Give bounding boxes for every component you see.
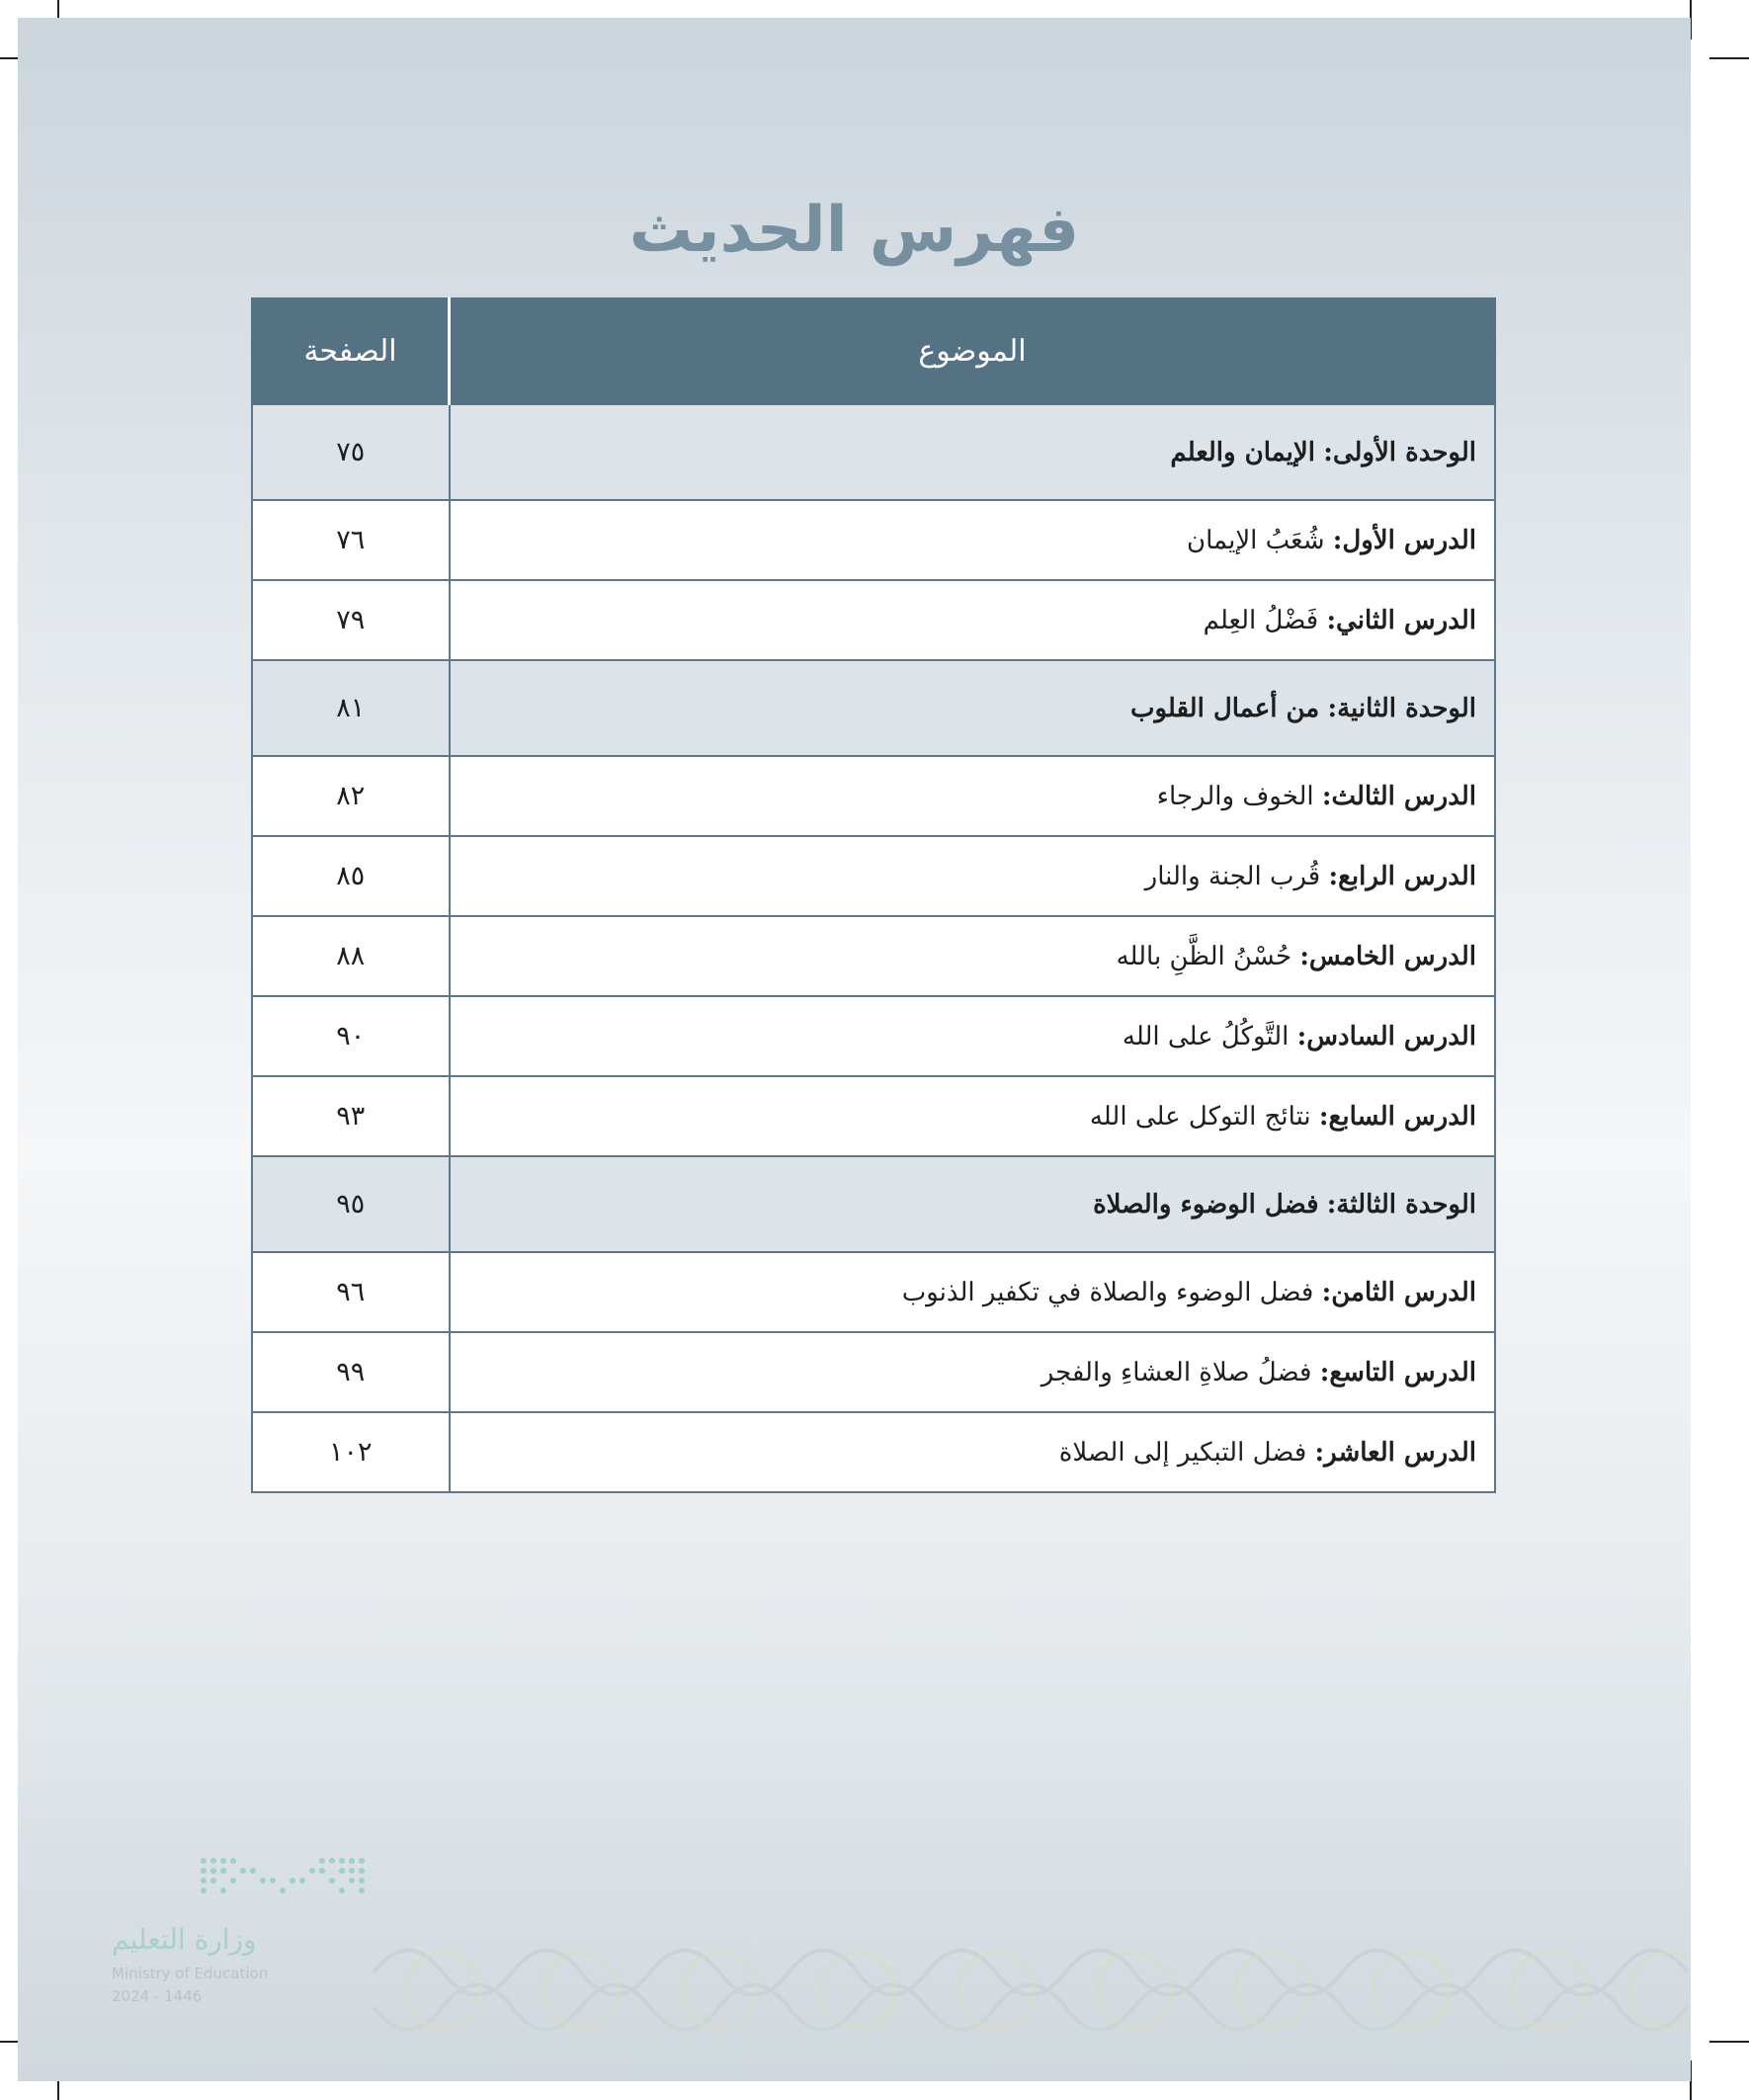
entry-label: الوحدة الثانية:	[1327, 693, 1476, 723]
topic-cell	[450, 1412, 1496, 1492]
entry-label: الوحدة الثالثة:	[1326, 1189, 1476, 1219]
crop-mark	[1709, 2041, 1749, 2043]
lesson-row	[252, 996, 1495, 1076]
entry-topic: فضلُ صلاةِ العشاءِ والفجر	[1041, 1357, 1312, 1387]
page-number: ٩٩	[252, 1332, 450, 1412]
entry-topic: قُرب الجنة والنار	[1144, 861, 1321, 891]
page-title: فهرس الحديث	[628, 194, 1080, 267]
lesson-row	[252, 836, 1495, 916]
entry-topic: فضل الوضوء والصلاة في تكفير الذنوب	[901, 1277, 1314, 1307]
page-number: ٩٠	[252, 996, 450, 1076]
table-of-contents	[251, 297, 1496, 1493]
ministry-logo	[112, 1856, 290, 2014]
topic-cell	[450, 580, 1496, 660]
topic-cell	[450, 836, 1496, 916]
entry-topic: فضل التبكير إلى الصلاة	[1058, 1437, 1307, 1468]
logo-dots-icon	[199, 1856, 367, 1905]
entry-topic: الخوف والرجاء	[1156, 781, 1314, 811]
unit-row	[252, 1156, 1495, 1252]
header-topic: الموضوع	[450, 298, 1496, 404]
page-number: ٩٦	[252, 1252, 450, 1332]
entry-label: الدرس الخامس:	[1299, 941, 1476, 971]
entry-label: الدرس الثاني:	[1326, 605, 1476, 635]
entry-label: الدرس السابع:	[1318, 1101, 1476, 1132]
logo-arabic-text: وزارة التعليم	[112, 1923, 257, 1956]
lesson-row	[252, 916, 1495, 996]
entry-label: الدرس الرابع:	[1328, 861, 1476, 891]
entry-topic: حُسْنُ الظَّنِ بالله	[1116, 941, 1292, 971]
topic-cell	[450, 1076, 1496, 1156]
lesson-row	[252, 1252, 1495, 1332]
topic-cell	[450, 1252, 1496, 1332]
topic-cell	[450, 996, 1496, 1076]
topic-cell	[450, 916, 1496, 996]
topic-cell	[450, 756, 1496, 836]
topic-cell	[450, 1156, 1496, 1252]
unit-row	[252, 404, 1495, 500]
lesson-row	[252, 500, 1495, 580]
unit-row	[252, 660, 1495, 756]
entry-topic: شُعَبُ الإيمان	[1187, 525, 1325, 555]
topic-cell	[450, 660, 1496, 756]
entry-topic: نتائج التوكل على الله	[1089, 1101, 1311, 1132]
page-number: ٨٢	[252, 756, 450, 836]
logo-year: 2024 - 1446	[112, 1987, 203, 2005]
page	[18, 18, 1691, 2081]
lesson-row	[252, 1076, 1495, 1156]
topic-cell	[450, 500, 1496, 580]
page-number: ٨١	[252, 660, 450, 756]
entry-label: الدرس السادس:	[1296, 1021, 1476, 1051]
entry-topic: الإيمان والعلم	[1170, 437, 1315, 467]
entry-topic: فضل الوضوء والصلاة	[1093, 1189, 1319, 1219]
entry-label: الدرس العاشر:	[1314, 1437, 1476, 1468]
entry-label: الدرس الثامن:	[1321, 1277, 1476, 1307]
topic-cell	[450, 404, 1496, 500]
page-number: ٧٦	[252, 500, 450, 580]
entry-label: الدرس التاسع:	[1319, 1357, 1476, 1387]
page-number: ٨٨	[252, 916, 450, 996]
entry-label: الدرس الثالث:	[1321, 781, 1476, 811]
page-number: ٨٥	[252, 836, 450, 916]
page-number: ٧٩	[252, 580, 450, 660]
entry-topic: التَّوكُلُ على الله	[1122, 1021, 1290, 1051]
entry-topic: من أعمال القلوب	[1130, 693, 1320, 723]
page-number: ٩٣	[252, 1076, 450, 1156]
logo-english-text: Ministry of Education	[112, 1965, 269, 1982]
lesson-row	[252, 756, 1495, 836]
entry-label: الدرس الأول:	[1332, 525, 1476, 555]
lesson-row	[252, 580, 1495, 660]
table-header-row	[252, 298, 1495, 404]
lesson-row	[252, 1412, 1495, 1492]
page-number: ٧٥	[252, 404, 450, 500]
entry-topic: فَضْلُ العِلم	[1203, 605, 1319, 635]
page-number: ١٠٢	[252, 1412, 450, 1492]
crop-mark	[1709, 57, 1749, 59]
lesson-row	[252, 1332, 1495, 1412]
topic-cell	[450, 1332, 1496, 1412]
entry-label: الوحدة الأولى:	[1323, 437, 1476, 467]
page-number: ٩٥	[252, 1156, 450, 1252]
header-page: الصفحة	[252, 298, 450, 404]
